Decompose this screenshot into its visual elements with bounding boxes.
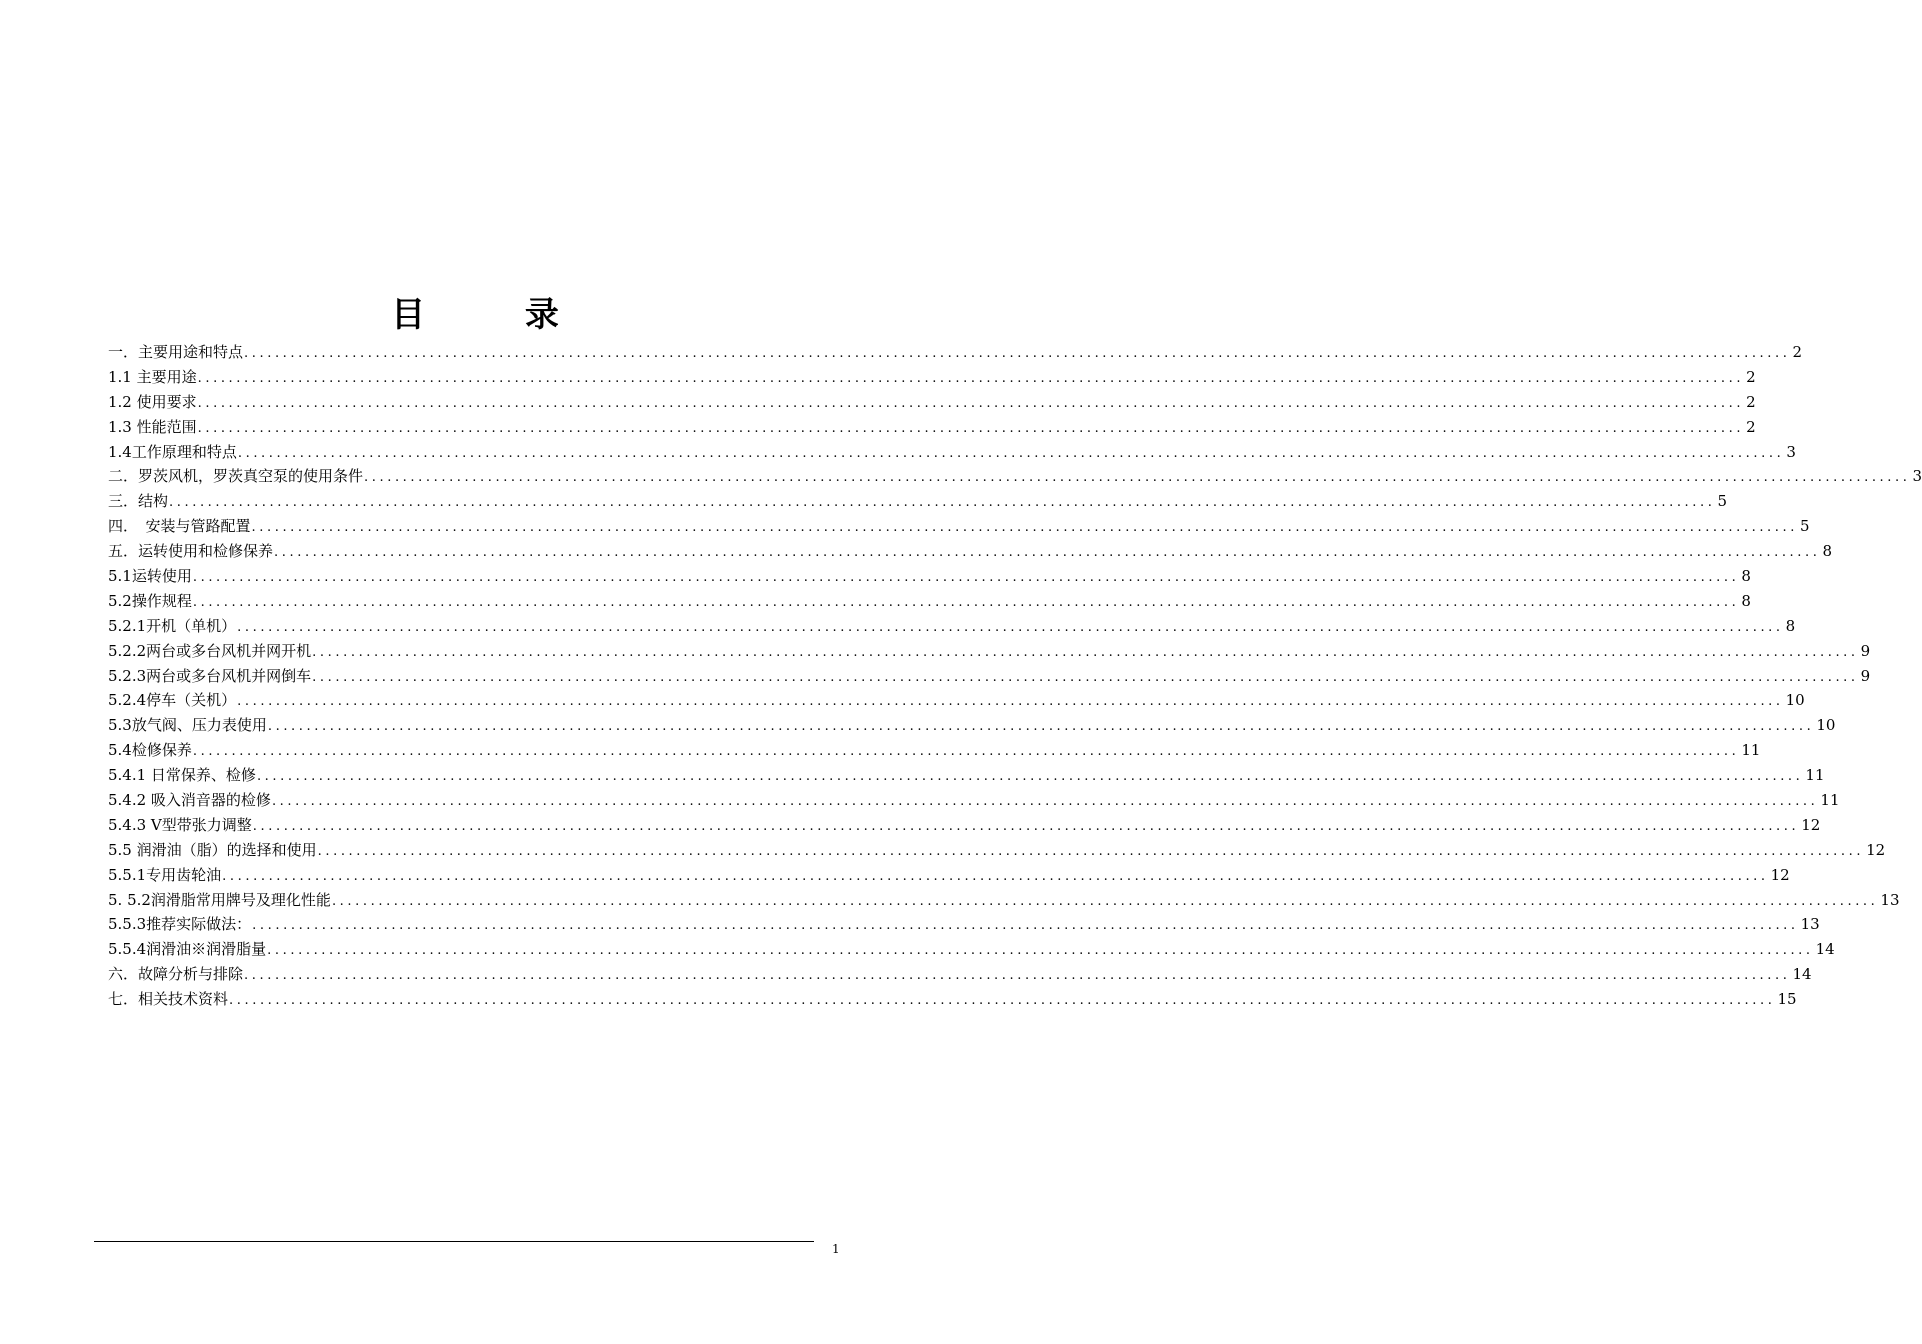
toc-leader-dots: ........................................................................................................................................................................................................ xyxy=(364,470,1911,486)
toc-entry-page: 12 xyxy=(1770,865,1790,884)
toc-entry-page: 11 xyxy=(1741,741,1761,760)
toc-entry-page: 9 xyxy=(1860,666,1871,685)
toc-entry[interactable] xyxy=(108,688,1805,713)
toc-entry-page: 8 xyxy=(1741,567,1751,586)
toc-entry[interactable] xyxy=(108,788,1840,813)
toc-entry-label: 七．相关技术资料 xyxy=(108,990,229,1009)
toc-entry-page: 8 xyxy=(1822,542,1833,561)
toc-entry-page: 11 xyxy=(1820,791,1840,810)
toc-entry[interactable] xyxy=(108,912,1820,937)
toc-entry-page: 2 xyxy=(1746,392,1756,411)
page-number: 1 xyxy=(832,1242,840,1256)
toc-entry[interactable] xyxy=(108,664,1871,689)
toc-leader-dots: ........................................................................................................................................................................................................ xyxy=(252,918,1799,934)
toc-entry-page: 14 xyxy=(1815,940,1835,959)
toc-entry[interactable] xyxy=(108,639,1871,664)
toc-leader-dots: ........................................................................................................................................................................................................ xyxy=(331,893,1879,909)
toc-leader-dots: ........................................................................................................................................................................................................ xyxy=(267,719,1815,735)
toc-entry-label: 5.3放气阀、压力表使用 xyxy=(108,716,267,735)
toc-leader-dots: ........................................................................................................................................................................................................ xyxy=(237,445,1785,461)
toc-leader-dots: ........................................................................................................................................................................................................ xyxy=(244,346,1791,361)
toc-entry-label: 五．运转使用和检修保养 xyxy=(108,542,274,561)
toc-entry[interactable] xyxy=(108,564,1751,589)
toc-entry-page: 8 xyxy=(1785,616,1796,635)
toc-entry-page: 2 xyxy=(1746,367,1756,386)
toc-entry[interactable] xyxy=(108,539,1833,564)
toc-entry-label: 六．故障分析与排除 xyxy=(108,965,244,984)
toc-entry-page: 11 xyxy=(1805,766,1825,785)
toc-entry-label: 1.2 使用要求 xyxy=(108,392,197,411)
toc-entry-page: 10 xyxy=(1785,691,1805,710)
toc-entry[interactable] xyxy=(108,589,1751,614)
toc-entry[interactable] xyxy=(108,390,1756,415)
toc-entry-page: 10 xyxy=(1816,716,1836,735)
toc-entry-label: 5.2操作规程 xyxy=(108,591,192,610)
toc-leader-dots: ........................................................................................................................................................................................................ xyxy=(197,420,1745,436)
toc-leader-dots: ........................................................................................................................................................................................................ xyxy=(274,545,1821,561)
toc-entry[interactable] xyxy=(108,614,1796,639)
toc-entry-page: 13 xyxy=(1800,915,1820,934)
toc-entry[interactable] xyxy=(108,365,1756,390)
toc-leader-dots: ........................................................................................................................................................................................................ xyxy=(317,843,1865,859)
toc-entry[interactable] xyxy=(108,962,1812,987)
toc-entry[interactable] xyxy=(108,738,1761,763)
toc-entry-page: 2 xyxy=(1746,417,1756,436)
toc-entry-label: 5.2.3两台或多台风机并网倒车 xyxy=(108,666,312,685)
toc-entry-label: 5.4.1 日常保养、检修 xyxy=(108,766,256,785)
toc-leader-dots: ........................................................................................................................................................................................................ xyxy=(312,644,1859,660)
toc-leader-dots: ........................................................................................................................................................................................................ xyxy=(271,794,1819,810)
toc-entry-page: 5 xyxy=(1717,492,1728,511)
toc-entry-page: 2 xyxy=(1792,343,1803,361)
toc-leader-dots: ........................................................................................................................................................................................................ xyxy=(252,818,1800,834)
footer-divider xyxy=(94,1241,814,1242)
toc-entry[interactable] xyxy=(108,863,1790,888)
toc-entry-label: 5.5 润滑油（脂）的选择和使用 xyxy=(108,840,317,859)
toc-entry-label: 5.1运转使用 xyxy=(108,567,192,586)
toc-entry-page: 15 xyxy=(1777,990,1797,1009)
toc-entry-label: 四． 安装与管路配置 xyxy=(108,517,251,536)
toc-entry-label: 5.4检修保养 xyxy=(108,741,192,760)
toc-leader-dots: ........................................................................................................................................................................................................ xyxy=(229,993,1776,1009)
toc-entry[interactable] xyxy=(108,340,1803,365)
toc-leader-dots: ........................................................................................................................................................................................................ xyxy=(244,968,1791,984)
toc-leader-dots: ........................................................................................................................................................................................................ xyxy=(267,943,1814,959)
toc-entry-page: 9 xyxy=(1860,641,1871,660)
toc-leader-dots: ........................................................................................................................................................................................................ xyxy=(192,570,1740,586)
toc-leader-dots: ........................................................................................................................................................................................................ xyxy=(312,669,1859,685)
toc-entry[interactable] xyxy=(108,514,1810,539)
toc-entry-label: 二．罗茨风机，罗茨真空泵的使用条件 xyxy=(108,467,364,486)
toc-entry-label: 5.5.3推荐实际做法： xyxy=(108,915,252,934)
toc-entry-label: 一．主要用途和特点 xyxy=(108,343,244,361)
toc-leader-dots: ........................................................................................................................................................................................................ xyxy=(222,868,1769,884)
toc-entry[interactable] xyxy=(108,937,1835,962)
toc-leader-dots: ........................................................................................................................................................................................................ xyxy=(192,744,1740,760)
toc-entry-label: 1.4工作原理和特点 xyxy=(108,442,237,461)
toc-leader-dots: ........................................................................................................................................................................................................ xyxy=(251,520,1798,536)
toc-entry[interactable] xyxy=(108,713,1836,738)
toc-entry[interactable] xyxy=(108,888,1900,913)
toc-entry-page: 3 xyxy=(1912,467,1922,486)
toc-entry-label: 5.4.2 吸入消音器的检修 xyxy=(108,791,271,810)
toc-entry-label: 1.3 性能范围 xyxy=(108,417,197,436)
toc-entry-label: 5.2.1开机（单机） xyxy=(108,616,237,635)
table-of-contents xyxy=(108,340,1922,1012)
toc-entry-page: 12 xyxy=(1801,815,1821,834)
toc-leader-dots: ........................................................................................................................................................................................................ xyxy=(256,769,1804,785)
toc-entry[interactable] xyxy=(108,763,1825,788)
page-title: 目 录 xyxy=(391,295,603,335)
toc-entry-page: 14 xyxy=(1792,965,1812,984)
toc-entry-page: 8 xyxy=(1741,591,1751,610)
toc-leader-dots: ........................................................................................................................................................................................................ xyxy=(197,370,1745,386)
toc-entry[interactable] xyxy=(108,440,1796,465)
toc-leader-dots: ........................................................................................................................................................................................................ xyxy=(192,594,1740,610)
toc-leader-dots: ........................................................................................................................................................................................................ xyxy=(237,694,1784,710)
toc-entry-label: 三．结构 xyxy=(108,492,169,511)
toc-entry-page: 5 xyxy=(1799,517,1810,536)
toc-entry-label: 1.1 主要用途 xyxy=(108,367,197,386)
toc-entry[interactable] xyxy=(108,838,1886,863)
toc-entry-label: 5.2.2两台或多台风机并网开机 xyxy=(108,641,312,660)
toc-entry-label: 5.5.1专用齿轮油 xyxy=(108,865,222,884)
toc-leader-dots: ........................................................................................................................................................................................................ xyxy=(237,619,1784,635)
toc-entry-label: 5. 5.2润滑脂常用牌号及理化性能 xyxy=(108,890,331,909)
toc-entry-page: 3 xyxy=(1786,442,1796,461)
toc-entry[interactable] xyxy=(108,489,1728,514)
toc-entry[interactable] xyxy=(108,464,1922,489)
toc-entry-page: 12 xyxy=(1866,840,1886,859)
toc-entry-label: 5.5.4润滑油※润滑脂量 xyxy=(108,940,267,959)
toc-entry-page: 13 xyxy=(1880,890,1900,909)
toc-entry-label: 5.4.3 V型带张力调整 xyxy=(108,815,252,834)
toc-leader-dots: ........................................................................................................................................................................................................ xyxy=(197,395,1745,411)
toc-entry[interactable] xyxy=(108,415,1756,440)
toc-entry-label: 5.2.4停车（关机） xyxy=(108,691,237,710)
toc-entry[interactable] xyxy=(108,813,1821,838)
toc-entry[interactable] xyxy=(108,987,1797,1012)
toc-leader-dots: ........................................................................................................................................................................................................ xyxy=(169,495,1716,511)
